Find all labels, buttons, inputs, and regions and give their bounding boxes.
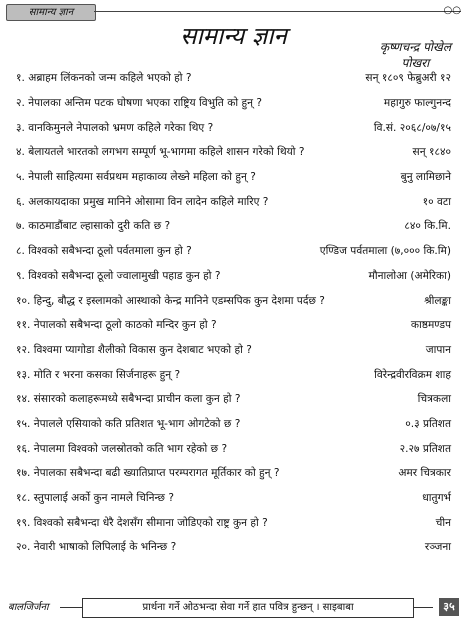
question-text: ४. बेलायतले भारतको लगभग सम्पूर्ण भू-भागमा कहिले शासन गरेको थियो ? <box>16 146 305 159</box>
question-text: ११. नेपालको सबैभन्दा ठूलो काठको मन्दिर कुन हो ? <box>16 319 217 332</box>
answer-text: रञ्जना <box>424 541 451 554</box>
qa-row <box>16 140 451 165</box>
question-text: ३. वानकिमुनले नेपालको भ्रमण कहिले गरेका थिए ? <box>16 121 214 134</box>
answer-text: बुनु लामिछाने <box>400 171 451 184</box>
question-text: १३. मोति र भरना कसका सिर्जनाहरू हुन् ? <box>16 368 181 381</box>
question-text: १६. नेपालमा विश्वको जलस्रोतको कति भाग रहेको छ ? <box>16 442 228 455</box>
answer-text: १० वटा <box>422 195 451 208</box>
answer-text: ०.३ प्रतिशत <box>405 417 451 430</box>
qa-row <box>16 313 451 338</box>
question-text: २०. नेवारी भाषाको लिपिलाई के भनिन्छ ? <box>16 541 177 554</box>
answer-text: महागुरु फाल्गुनन्द <box>383 97 451 110</box>
qa-row <box>16 510 451 535</box>
question-text: ८. विश्वको सबैभन्दा ठूलो पर्वतमाला कुन हो ? <box>16 245 192 258</box>
qa-row <box>16 165 451 190</box>
answer-text: ८४० कि.मि. <box>404 220 451 233</box>
qa-row <box>16 66 451 91</box>
author-name: कृष्णचन्द्र पोखेल <box>379 40 451 54</box>
answer-text: जापान <box>425 343 451 356</box>
answer-text: चित्रकला <box>417 393 451 406</box>
answer-text: धातुगर्भ <box>422 492 451 505</box>
question-text: १२. विश्वमा प्यागोडा शैलीको विकास कुन देशबाट भएको हो ? <box>16 343 252 356</box>
question-text: १९. विश्वको सबैभन्दा धेरै देशसँग सीमाना जोडिएको राष्ट्र कुन हो ? <box>16 516 268 529</box>
qa-row <box>16 436 451 461</box>
answer-text: वि.सं. २०६८/०७/१५ <box>373 121 451 134</box>
qa-row <box>16 387 451 412</box>
answer-text: चीन <box>435 516 451 529</box>
question-list <box>16 66 451 560</box>
qa-row <box>16 362 451 387</box>
qa-row <box>16 189 451 214</box>
question-text: ९. विश्वको सबैभन्दा ठूलो ज्वालामुखी पहाड कुन हो ? <box>16 269 221 282</box>
qa-row <box>16 214 451 239</box>
qa-row <box>16 239 451 264</box>
answer-text: विरेन्द्रवीरविक्रम शाह <box>374 368 451 381</box>
answer-text: एण्डिज पर्वतमाला (७,००० कि.मि) <box>319 245 451 258</box>
answer-text: काष्ठमण्डप <box>410 319 451 332</box>
question-text: २. नेपालका अन्तिम पटक घोषणा भएका राष्ट्रिय विभुति को हुन् ? <box>16 97 262 110</box>
answer-text: अमर चित्रकार <box>398 467 451 480</box>
answer-text: सन् १८०९ फेब्रुअरी १२ <box>365 72 451 85</box>
answer-text: श्रीलङ्का <box>424 294 451 307</box>
question-text: ७. काठमाडौंबाट ल्हासाको दुरी कति छ ? <box>16 220 171 233</box>
question-text: १७. नेपालका सबैभन्दा बढी ख्यातिप्राप्त परम्परागत मूर्तिकार को हुन् ? <box>16 467 280 480</box>
page-number: ३५ <box>439 598 459 616</box>
header-rule <box>94 11 461 12</box>
qa-row <box>16 264 451 289</box>
answer-text: मौनालोआ (अमेरिका) <box>368 269 451 282</box>
answer-text: २.२७ प्रतिशत <box>399 442 451 455</box>
question-text: १५. नेपालले एसियाको कति प्रतिशत भू-भाग ओगटेको छ ? <box>16 417 241 430</box>
qa-row <box>16 535 451 560</box>
qa-row <box>16 91 451 116</box>
qa-row <box>16 288 451 313</box>
qa-row <box>16 461 451 486</box>
qa-row <box>16 412 451 437</box>
qa-row <box>16 115 451 140</box>
footer-publication-name: बालजिर्जना <box>8 602 49 613</box>
qa-row <box>16 486 451 511</box>
question-text: ६. अलकायदाका प्रमुख मानिने ओसामा विन लादेन कहिले मारिए ? <box>16 195 269 208</box>
footer-quote: प्रार्थना गर्ने ओठभन्दा सेवा गर्ने हात पवित्र हुन्छन् । साइबाबा <box>82 598 414 618</box>
question-text: १. अब्राहम लिंकनको जन्म कहिले भएको हो ? <box>16 72 192 85</box>
header-ornament: ○○ <box>443 5 461 16</box>
question-text: ५. नेपाली साहित्यमा सर्वप्रथम महाकाव्य लेख्ने महिला को हुन् ? <box>16 171 256 184</box>
answer-text: सन् १८४० <box>412 146 451 159</box>
page-title: सामान्य ज्ञान <box>180 22 287 50</box>
question-text: १८. स्तुपालाई अर्को कुन नामले चिनिन्छ ? <box>16 492 174 505</box>
author-place: पोखरा <box>401 56 430 70</box>
question-text: १०. हिन्दु, बौद्ध र इस्लामको आस्थाको केन्द्र मानिने एडम्सपिक कुन देशमा पर्दछ ? <box>16 294 325 307</box>
qa-row <box>16 338 451 363</box>
question-text: १४. संसारको कलाहरूमध्ये सबैभन्दा प्राचीन कला कुन हो ? <box>16 393 241 406</box>
header-section-tab: सामान्य ज्ञान <box>6 4 96 21</box>
